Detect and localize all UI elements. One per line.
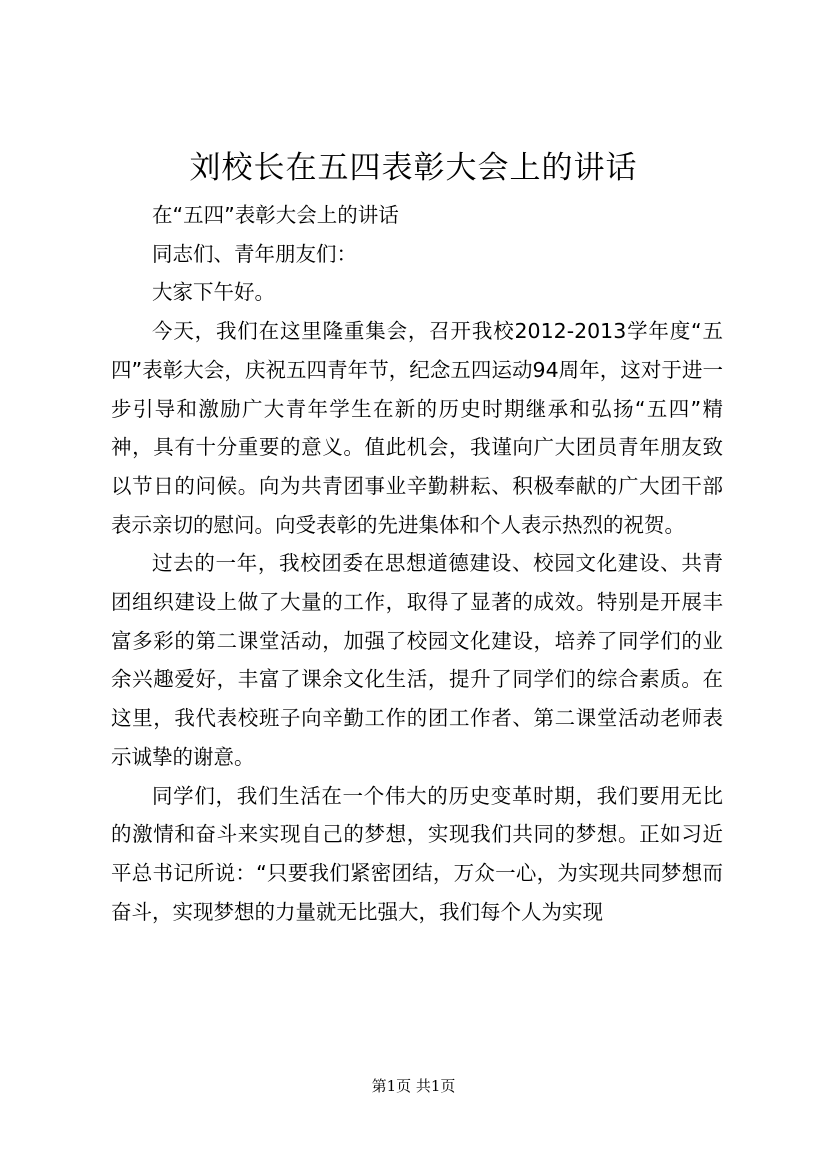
paragraph: 在“五四”表彰大会上的讲话 [152,203,399,227]
page-footer: 第1页 共1页 [371,1077,456,1095]
paragraph: 过去的一年，我校团委在思想道德建设、校园文化建设、共青团组织建设上做了大量的工作，取得了显著的成效。特别是开展丰富多彩的第二课堂活动，加强了校园文化建设，培养了同学们的业余兴趣爱好，丰富了课余文化生活，提升了同学们的综合素质。在这里，我代表校班子向辛勤工作的团工作者、第二课堂活动老师表示诚挚的谢意。 [111,551,723,769]
paragraph: 大家下午好。 [152,280,275,305]
document-title: 刘校长在五四表彰大会上的讲话 [189,150,638,186]
paragraph: 今天，我们在这里隆重集会，召开我校2012-2013学年度“五四”表彰大会，庆祝五四青年节，纪念五四运动94周年，这对于进一步引导和激励广大青年学生在新的历史时期继承和弘扬“五四”精神，具有十分重要的意义。值此机会，我谨向广大团员青年朋友致以节日的问候。向为共青团事业辛勤耕耘、积极奉献的广大团干部表示亲切的慰问。向受表彰的先进集体和个人表示热烈的祝贺。 [111,319,723,537]
document-body [111,196,723,931]
paragraph: 同志们、青年朋友们： [152,241,357,266]
paragraph: 同学们，我们生活在一个伟大的历史变革时期，我们要用无比的激情和奋斗来实现自己的梦想，实现我们共同的梦想。正如习近平总书记所说：“只要我们紧密团结，万众一心，为实现共同梦想而奋斗，实现梦想的力量就无比强大，我们每个人为实现 [111,783,723,924]
